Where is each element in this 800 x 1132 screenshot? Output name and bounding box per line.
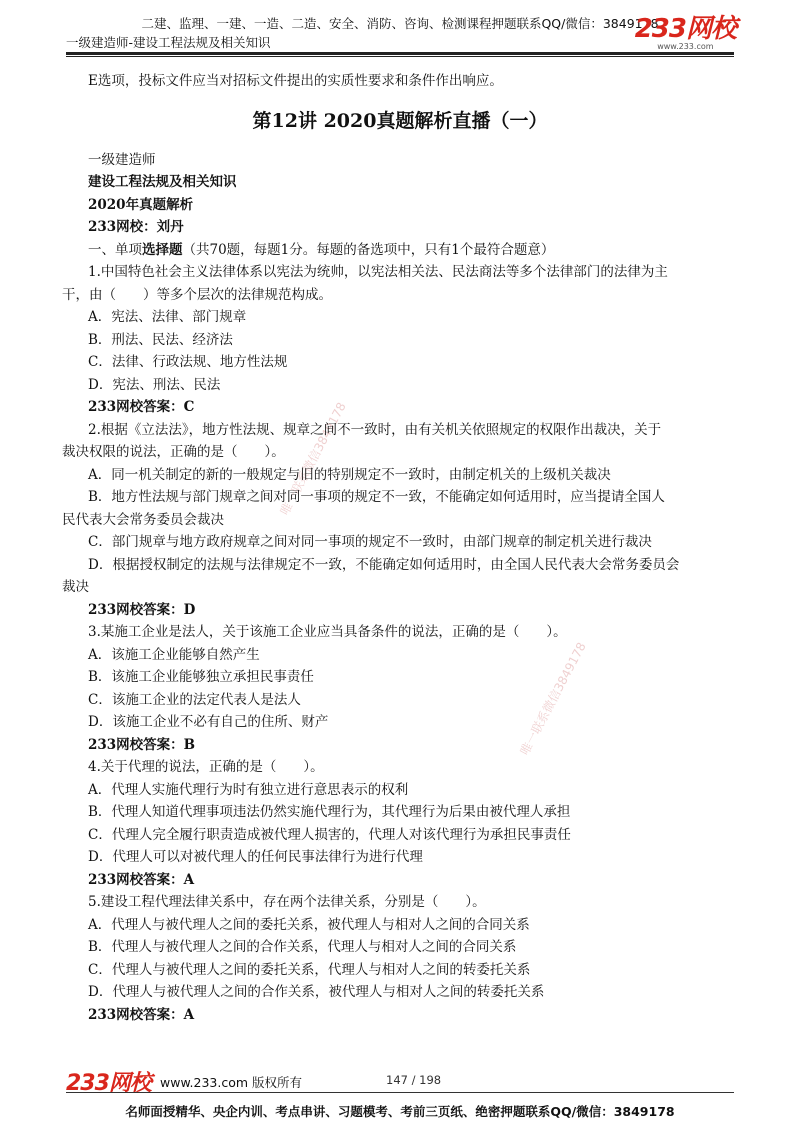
option: A．同一机关制定的新的一般规定与旧的特别规定不一致时，由制定机关的上级机关裁决 — [88, 466, 611, 483]
question — [88, 756, 738, 891]
option: D．宪法、刑法、民法 — [88, 376, 221, 393]
meta-teacher: 233网校：刘丹 — [88, 219, 184, 235]
question — [62, 419, 738, 622]
footer-divider — [66, 1092, 734, 1093]
option: C．代理人与被代理人之间的委托关系，代理人与相对人之间的转委托关系 — [88, 961, 531, 978]
question-stem: 4.关于代理的说法，正确的是（ ）。 — [88, 759, 324, 775]
watermark: 唯一联系微信3849178 — [517, 640, 589, 758]
option: A．代理人实施代理行为时有独立进行意思表示的权利 — [88, 781, 409, 798]
option: B．刑法、民法、经济法 — [88, 331, 233, 348]
answer: 233网校答案：A — [88, 871, 195, 888]
option: A．代理人与被代理人之间的委托关系，被代理人与相对人之间的合同关系 — [88, 916, 530, 933]
header-contact-line: 二建、监理、一建、一造、二造、安全、消防、咨询、检测课程押题联系QQ/微信：3849178 — [141, 16, 659, 31]
option: B．代理人知道代理事项违法仍然实施代理行为，其代理行为后果由被代理人承担 — [88, 804, 571, 820]
answer: 233网校答案：A — [88, 1006, 195, 1023]
option-cont: 裁决 — [62, 579, 89, 595]
option: B．地方性法规与部门规章之间对同一事项的规定不一致，不能确定如何适用时，应当提请全国人 — [88, 489, 665, 505]
question — [88, 621, 738, 756]
option: C．代理人完全履行职责造成被代理人损害的，代理人对该代理行为承担民事责任 — [88, 826, 571, 843]
question-stem: 2.根据《立法法》，地方性法规、规章之间不一致时，由有关机关依照规定的权限作出裁决，关于 — [88, 421, 662, 438]
option: D．该施工企业不必有自己的住所、财产 — [88, 714, 329, 730]
question-stem: 5.建设工程代理法律关系中，存在两个法律关系，分别是（ ）。 — [88, 894, 486, 910]
option: B．代理人与被代理人之间的合作关系，代理人与相对人之间的合同关系 — [88, 939, 517, 955]
header-subject: 一级建造师-建设工程法规及相关知识 — [66, 35, 271, 50]
question-stem: 3.某施工企业是法人，关于该施工企业应当具备条件的说法，正确的是（ ）。 — [88, 624, 567, 640]
footer-contact-line: 名师面授精华、央企内训、考点串讲、习题模考、考前三页纸、绝密押题联系QQ/微信：3849178 — [125, 1104, 675, 1119]
document-body — [62, 70, 738, 1026]
option: C．法律、行政法规、地方性法规 — [88, 354, 288, 370]
option: D．代理人与被代理人之间的合作关系，被代理人与相对人之间的转委托关系 — [88, 984, 545, 1000]
section-rest: （共70题，每题1分。每题的备选项中，只有1个最符合题意） — [182, 241, 555, 258]
answer: 233网校答案：D — [88, 601, 196, 618]
answer: 233网校答案：B — [88, 736, 196, 753]
option: B．该施工企业能够独立承担民事责任 — [88, 669, 314, 685]
option-cont: 民代表大会常务委员会裁决 — [62, 511, 224, 528]
question — [88, 891, 738, 1026]
option: A．该施工企业能够自然产生 — [88, 646, 260, 663]
question-stem: 1.中国特色社会主义法律体系以宪法为统帅，以宪法相关法、民法商法等多个法律部门的法律为主 — [88, 264, 668, 280]
question-stem-cont: 裁决权限的说法，正确的是（ ）。 — [62, 444, 285, 460]
question — [62, 261, 738, 419]
page-number: 147 / 198 — [386, 1073, 442, 1087]
footer-copyright: www.233.com 版权所有 — [160, 1075, 302, 1090]
watermark: 唯一联系微信3849178 — [277, 400, 349, 518]
question-stem-cont: 干，由（ ）等多个层次的法律规范构成。 — [62, 286, 332, 303]
option: A．宪法、法律、部门规章 — [88, 309, 247, 325]
header-divider — [66, 52, 734, 57]
lecture-title: 第12讲 2020真题解析直播（一） — [252, 109, 548, 132]
option: C．该施工企业的法定代表人是法人 — [88, 691, 301, 708]
logo-text: 233网校 — [634, 14, 736, 44]
logo-url: www.233.com — [657, 42, 714, 51]
meta-subject: 建设工程法规及相关知识 — [88, 174, 237, 190]
option: C．部门规章与地方政府规章之间对同一事项的规定不一致时，由部门规章的制定机关进行裁决 — [88, 534, 652, 550]
meta-year: 2020年真题解析 — [88, 196, 194, 213]
meta-level: 一级建造师 — [88, 151, 156, 168]
section-bold: 选择题 — [142, 241, 183, 258]
option: D．根据授权制定的法规与法律规定不一致，不能确定如何适用时，由全国人民代表大会常务委员会 — [88, 556, 680, 573]
header-logo — [635, 16, 736, 51]
section-heading — [88, 239, 738, 262]
intro-paragraph: E选项，投标文件应当对招标文件提出的实质性要求和条件作出响应。 — [88, 73, 503, 89]
answer: 233网校答案：C — [88, 399, 195, 415]
section-prefix: 一、单项 — [88, 241, 142, 258]
footer-logo: 233网校 — [66, 1071, 151, 1096]
option: D．代理人可以对被代理人的任何民事法律行为进行代理 — [88, 849, 423, 865]
